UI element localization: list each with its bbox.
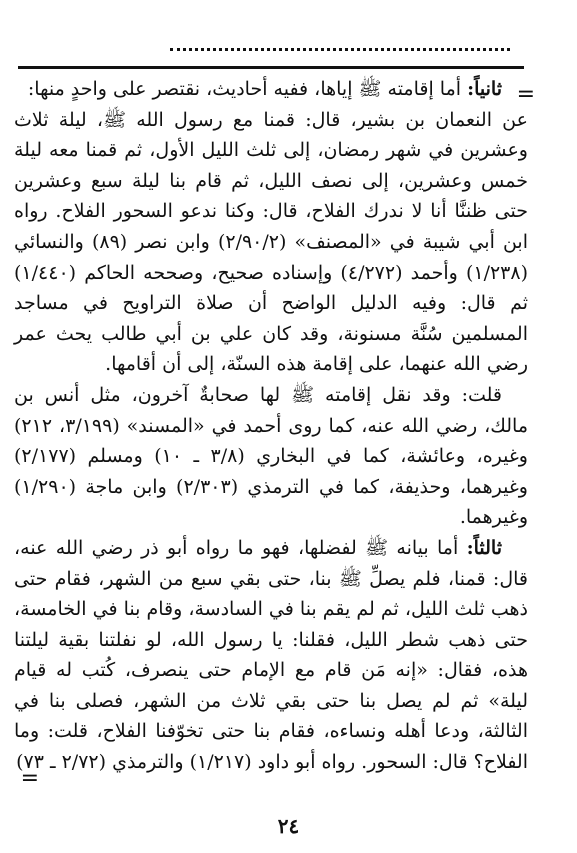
paragraph-text: قلت: وقد نقل إقامته ﷺ لها صحابةٌ آخرون، مثل أنس بن مالك، رضي الله عنه، كما روى أحمد في «المسند» (٣/١٩٩، ٢١٢) وغيره، وعائشة، كما في البخاري (٣/٨ ـ ١٠) ومسلم (٢/١٧٧) وغيرهما، وحذيفة، كما في الترمذي (٢/٣٠٣) وابن ماجة (١/٢٩٠) وغيرهما. <box>14 383 528 529</box>
paragraph-text: عن النعمان بن بشير، قال: قمنا مع رسول الله ﷺ، ليلة ثلاث وعشرين في شهر رمضان، إلى ثلث الليل الأول، ثم قمنا معه ليلة خمس وعشرين، إلى نصف الليل، ثم قام بنا ليلة سبع وعشرين حتى ظننَّا أنا لا ندرك الفلاح، قال: وكنا ندعو السحور الفلاح. رواه ابن أبي شيبة في «المصنف» (٢/٩٠/٢) وابن نصر (٨٩) والنسائي (١/٢٣٨) وأحمد (٤/٢٧٢) وإسناده صحيح، وصححه الحاكم (١/٤٤٠) ثم قال: وفيه الدليل الواضح أن صلاة التراويح في مساجد المسلمين سُنَّة مسنونة، وقد كان علي بن أبي طالب يحث عمر رضي الله عنهما، على إقامة هذه السنّة، إلى أن أقامها. <box>14 108 529 376</box>
paragraph-hadith-numan <box>14 105 528 380</box>
section-lead: ثانياً: <box>467 78 502 100</box>
continuation-marker-bottom: = <box>20 766 39 791</box>
section-lead: ثالثاً: <box>466 536 502 559</box>
paragraph-thirdly <box>14 533 528 778</box>
body-text <box>14 74 528 778</box>
paragraph-secondly <box>14 74 528 105</box>
continuation-marker-top: = <box>516 82 535 107</box>
page-number: ٢٤ <box>277 814 300 838</box>
header-rule <box>18 66 524 69</box>
paragraph-other-companions <box>14 380 528 533</box>
paragraph-text: أما بيانه ﷺ لفضلها، فهو ما رواه أبو ذر رضي الله عنه، قال: قمنا، فلم يصلِّ ﷺ بنا، حتى بقي سبع من الشهر، فقام حتى ذهب ثلث الليل، ثم لم يقم بنا في السادسة، وقام بنا في الخامسة، حتى ذهب شطر الليل، فقلنا: يا رسول الله، لو نفلتنا بقية ليلتنا هذه، فقال: «إنه مَن قام مع الإمام حتى ينصرف، كُتب له قيام ليلة» ثم لم يصل بنا حتى بقي ثلاث من الشهر، فصلى بنا في الثالثة، ودعا أهله ونساءه، فقام بنا حتى تخوّفنا الفلاح، قلت: وما الفلاح؟ قال: السحور. رواه أبو داود (١/٢١٧) والترمذي (٢/٧٢ ـ ٧٣) <box>14 536 528 774</box>
paragraph-text: أما إقامته ﷺ إياها، ففيه أحاديث، نقتصر على واحدٍ منها: <box>27 78 468 100</box>
header-dotted-line <box>170 48 510 55</box>
